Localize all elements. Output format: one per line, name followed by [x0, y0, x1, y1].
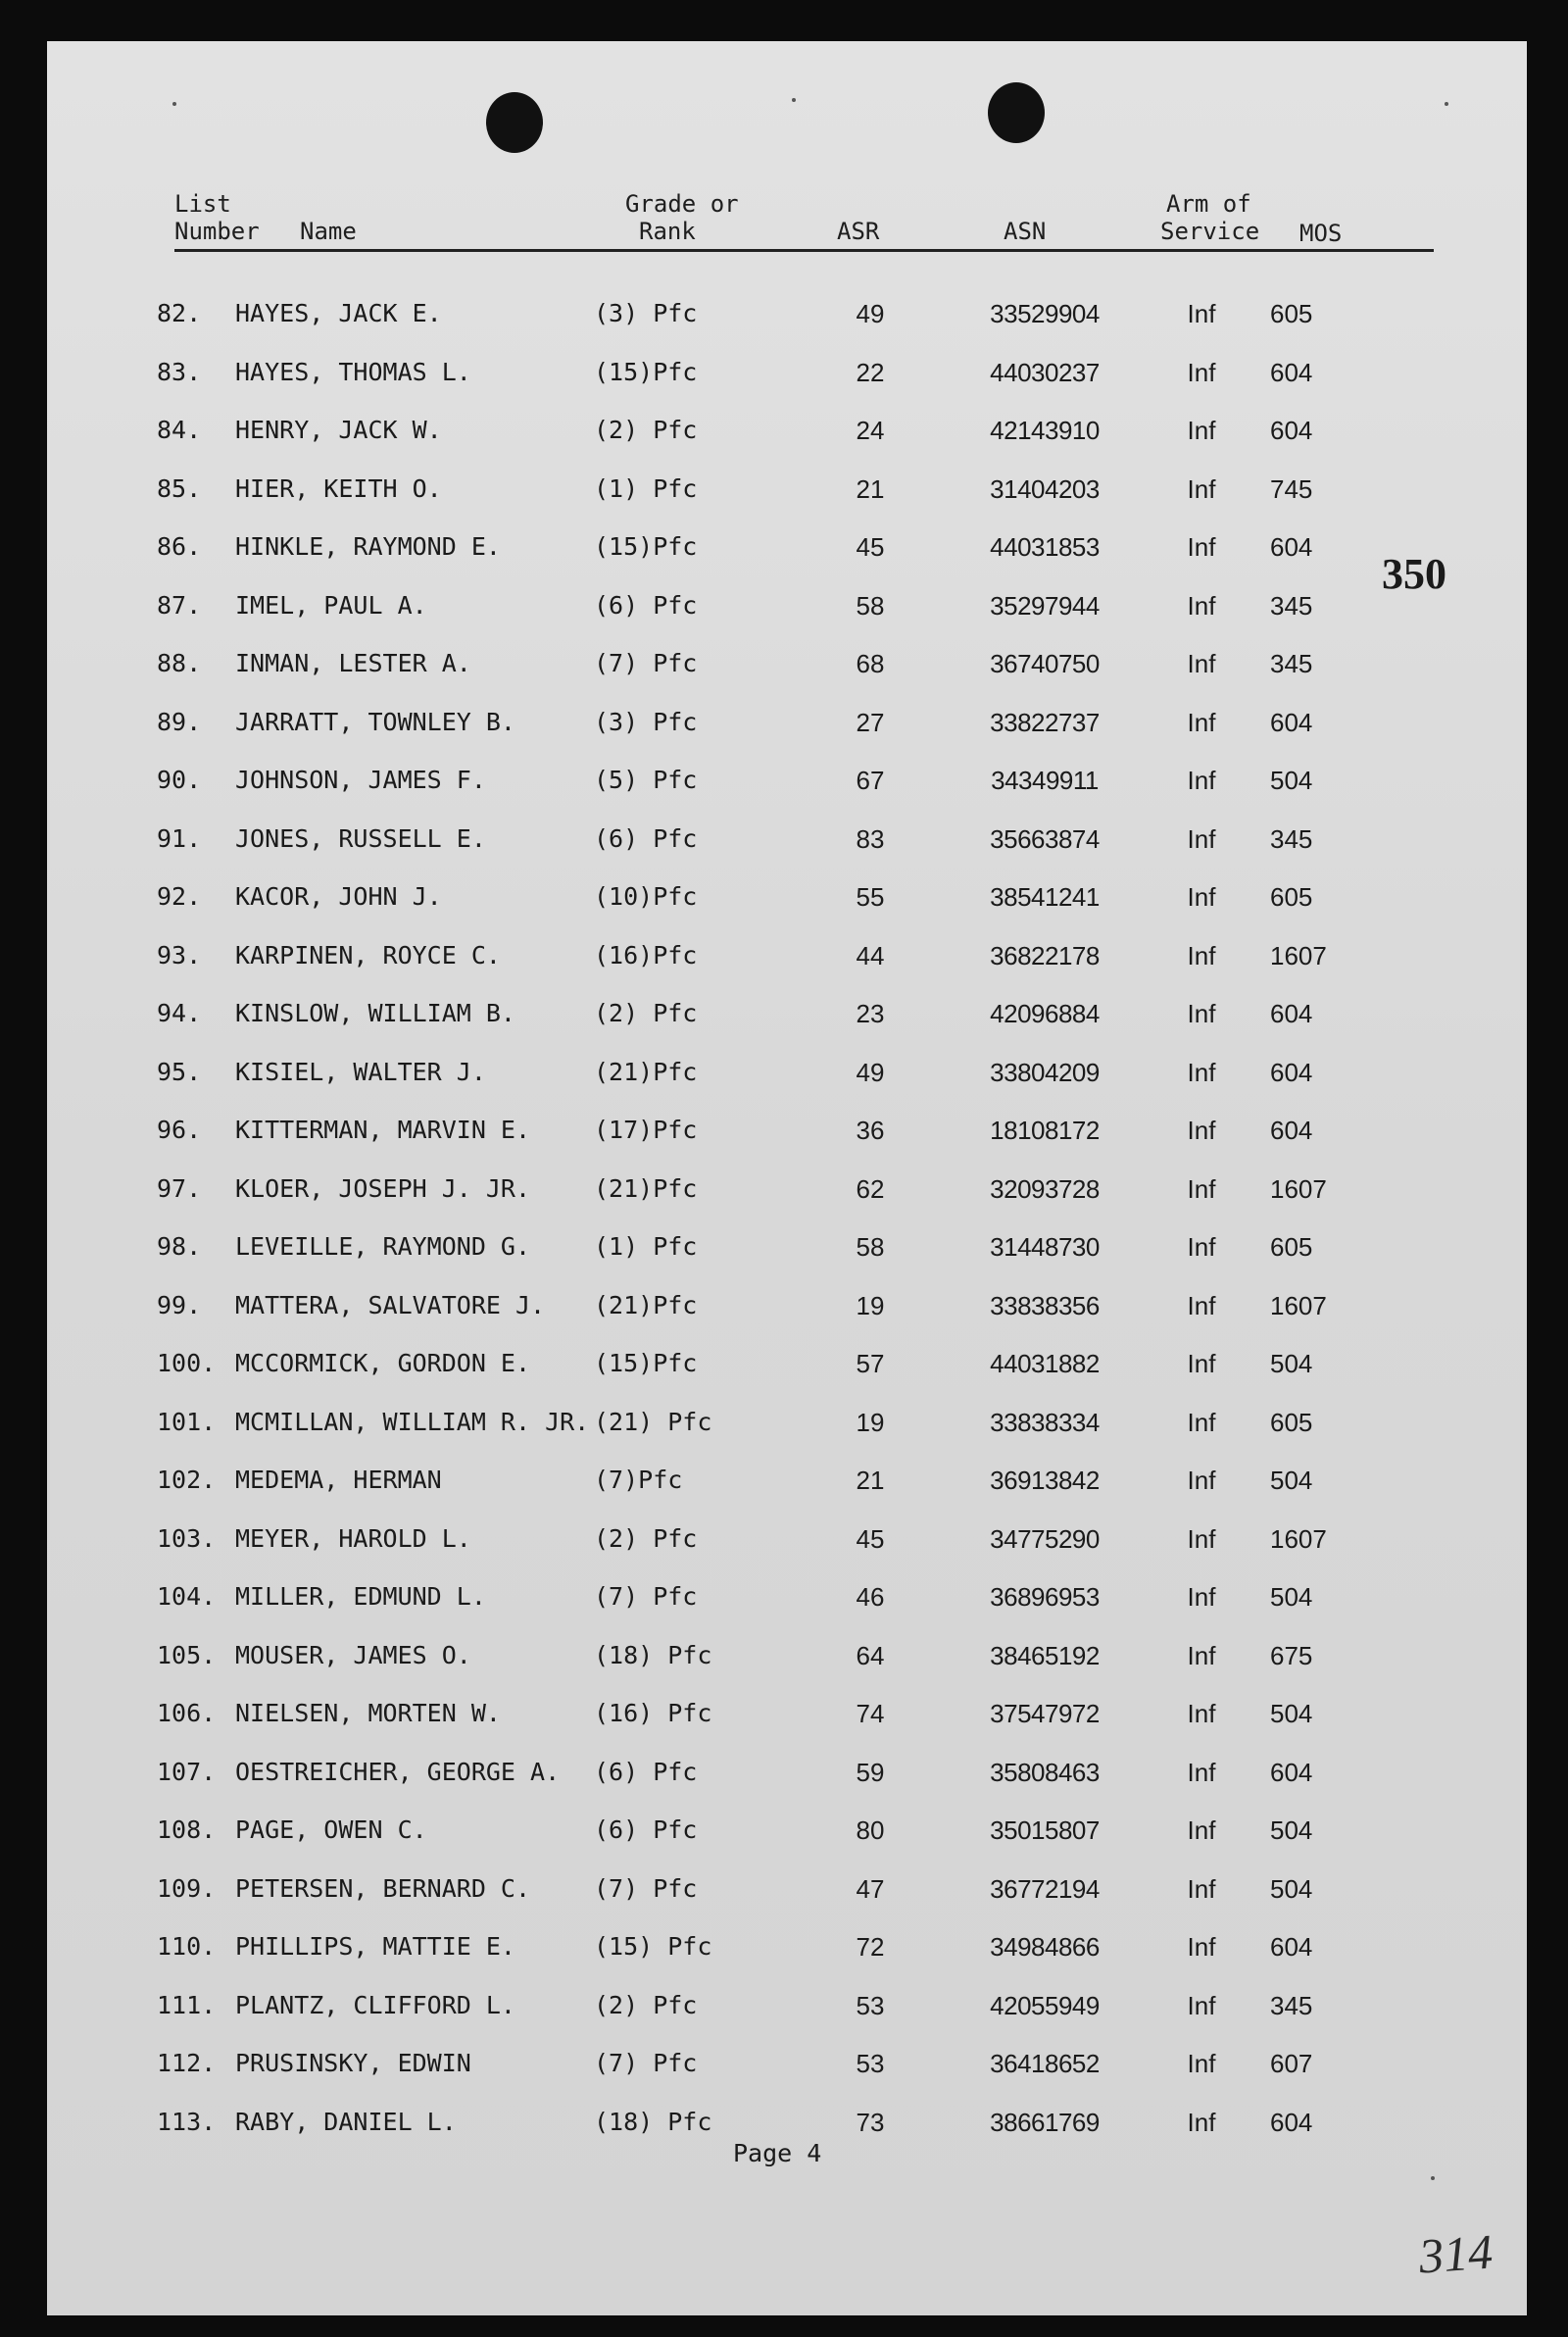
- cell-arm: Inf: [1187, 941, 1216, 970]
- table-row: [47, 353, 1527, 392]
- cell-asr: 74: [856, 1699, 885, 1728]
- cell-asr: 53: [856, 1991, 885, 2020]
- cell-asn: 33838334: [990, 1408, 1100, 1437]
- cell-asr: 80: [856, 1815, 885, 1845]
- table-row: [47, 1227, 1527, 1267]
- cell-asn: 42055949: [990, 1991, 1100, 2020]
- table-row: [47, 1403, 1527, 1442]
- cell-num: 96.: [157, 1116, 202, 1144]
- cell-mos: 604: [1270, 1116, 1313, 1145]
- cell-grade: (15)Pfc: [594, 1349, 698, 1377]
- table-row: [47, 1753, 1527, 1792]
- table-row: [47, 644, 1527, 683]
- cell-grade: (5) Pfc: [594, 766, 698, 794]
- cell-num: 85.: [157, 474, 202, 503]
- cell-asn: 36772194: [990, 1874, 1100, 1904]
- cell-name: MATTERA, SALVATORE J.: [235, 1291, 546, 1319]
- cell-mos: 605: [1270, 1408, 1313, 1437]
- cell-asr: 58: [856, 1232, 885, 1262]
- cell-arm: Inf: [1187, 2049, 1216, 2078]
- cell-num: 111.: [157, 1991, 217, 2019]
- cell-arm: Inf: [1187, 824, 1216, 854]
- cell-grade: (6) Pfc: [594, 1758, 698, 1786]
- cell-mos: 604: [1270, 1758, 1313, 1787]
- cell-name: JOHNSON, JAMES F.: [235, 766, 486, 794]
- cell-asn: 44031882: [990, 1349, 1100, 1378]
- cell-asr: 62: [856, 1174, 885, 1204]
- cell-mos: 604: [1270, 999, 1313, 1028]
- cell-name: OESTREICHER, GEORGE A.: [235, 1758, 561, 1786]
- punch-hole: [486, 92, 543, 153]
- table-row: [47, 761, 1527, 800]
- cell-name: HAYES, JACK E.: [235, 299, 442, 327]
- cell-name: JARRATT, TOWNLEY B.: [235, 708, 515, 736]
- side-stamp-number: 350: [1382, 550, 1446, 598]
- cell-arm: Inf: [1187, 999, 1216, 1028]
- cell-arm: Inf: [1187, 1291, 1216, 1320]
- header-arm-line2: Service: [1160, 218, 1260, 245]
- table-row: [47, 1927, 1527, 1966]
- table-row: [47, 1111, 1527, 1150]
- cell-num: 113.: [157, 2108, 217, 2136]
- cell-num: 101.: [157, 1408, 217, 1436]
- cell-arm: Inf: [1187, 1116, 1216, 1145]
- cell-mos: 504: [1270, 1874, 1313, 1904]
- cell-num: 98.: [157, 1232, 202, 1261]
- cell-asn: 38541241: [990, 882, 1100, 912]
- cell-mos: 504: [1270, 1349, 1313, 1378]
- cell-grade: (6) Pfc: [594, 824, 698, 853]
- cell-grade: (6) Pfc: [594, 1815, 698, 1844]
- cell-arm: Inf: [1187, 358, 1216, 387]
- cell-asn: 36740750: [990, 649, 1100, 678]
- cell-arm: Inf: [1187, 1815, 1216, 1845]
- cell-num: 83.: [157, 358, 202, 386]
- cell-grade: (15)Pfc: [594, 532, 698, 561]
- cell-mos: 345: [1270, 649, 1313, 678]
- cell-arm: Inf: [1187, 1582, 1216, 1612]
- cell-asn: 38661769: [990, 2108, 1100, 2137]
- cell-name: INMAN, LESTER A.: [235, 649, 471, 677]
- cell-num: 107.: [157, 1758, 217, 1786]
- cell-grade: (7) Pfc: [594, 649, 698, 677]
- table-row: [47, 411, 1527, 450]
- cell-asr: 47: [856, 1874, 885, 1904]
- cell-asr: 46: [856, 1582, 885, 1612]
- cell-name: HAYES, THOMAS L.: [235, 358, 471, 386]
- cell-asr: 22: [856, 358, 885, 387]
- cell-mos: 605: [1270, 1232, 1313, 1262]
- cell-name: PLANTZ, CLIFFORD L.: [235, 1991, 515, 2019]
- cell-asn: 42096884: [990, 999, 1100, 1028]
- cell-asr: 19: [856, 1291, 885, 1320]
- cell-arm: Inf: [1187, 474, 1216, 504]
- cell-grade: (6) Pfc: [594, 591, 698, 620]
- cell-arm: Inf: [1187, 416, 1216, 445]
- cell-grade: (7)Pfc: [594, 1466, 683, 1494]
- cell-asr: 21: [856, 1466, 885, 1495]
- cell-asn: 33822737: [990, 708, 1100, 737]
- page-footer: Page 4: [733, 2139, 822, 2167]
- cell-arm: Inf: [1187, 1758, 1216, 1787]
- cell-arm: Inf: [1187, 1991, 1216, 2020]
- cell-asr: 44: [856, 941, 885, 970]
- cell-name: MOUSER, JAMES O.: [235, 1641, 471, 1669]
- table-row: [47, 2044, 1527, 2083]
- cell-name: MEYER, HAROLD L.: [235, 1524, 471, 1553]
- cell-grade: (3) Pfc: [594, 708, 698, 736]
- document-page: [47, 41, 1527, 2315]
- cell-arm: Inf: [1187, 1874, 1216, 1904]
- cell-num: 105.: [157, 1641, 217, 1669]
- header-name: Name: [300, 218, 357, 245]
- table-row: [47, 936, 1527, 975]
- cell-grade: (2) Pfc: [594, 416, 698, 444]
- header-grade-line2: Rank: [639, 218, 696, 245]
- cell-name: KARPINEN, ROYCE C.: [235, 941, 501, 970]
- cell-num: 88.: [157, 649, 202, 677]
- cell-asn: 33838356: [990, 1291, 1100, 1320]
- cell-mos: 504: [1270, 1582, 1313, 1612]
- cell-mos: 504: [1270, 1466, 1313, 1495]
- cell-name: KACOR, JOHN J.: [235, 882, 442, 911]
- table-row: [47, 1986, 1527, 2025]
- cell-asr: 49: [856, 1058, 885, 1087]
- cell-name: HENRY, JACK W.: [235, 416, 442, 444]
- cell-asn: 38465192: [990, 1641, 1100, 1670]
- cell-arm: Inf: [1187, 1466, 1216, 1495]
- punch-hole: [988, 82, 1045, 143]
- table-row: [47, 1053, 1527, 1092]
- cell-name: PRUSINSKY, EDWIN: [235, 2049, 471, 2077]
- table-row: [47, 1519, 1527, 1559]
- cell-asn: 34349911: [991, 766, 1099, 795]
- cell-num: 92.: [157, 882, 202, 911]
- cell-asr: 73: [856, 2108, 885, 2137]
- cell-num: 106.: [157, 1699, 217, 1727]
- cell-num: 104.: [157, 1582, 217, 1611]
- table-row: [47, 1344, 1527, 1383]
- cell-num: 90.: [157, 766, 202, 794]
- cell-mos: 504: [1270, 766, 1313, 795]
- table-row: [47, 586, 1527, 625]
- cell-grade: (18) Pfc: [594, 1641, 712, 1669]
- table-row: [47, 877, 1527, 917]
- cell-grade: (21) Pfc: [594, 1408, 712, 1436]
- cell-name: HINKLE, RAYMOND E.: [235, 532, 501, 561]
- cell-arm: Inf: [1187, 766, 1216, 795]
- cell-arm: Inf: [1187, 1408, 1216, 1437]
- cell-arm: Inf: [1187, 1058, 1216, 1087]
- cell-mos: 345: [1270, 591, 1313, 621]
- speck: [1431, 2176, 1435, 2180]
- cell-asn: 31404203: [990, 474, 1100, 504]
- cell-mos: 745: [1270, 474, 1313, 504]
- table-row: [47, 703, 1527, 742]
- cell-asn: 34984866: [990, 1932, 1100, 1962]
- cell-name: PETERSEN, BERNARD C.: [235, 1874, 531, 1903]
- table-row: [47, 1577, 1527, 1616]
- cell-arm: Inf: [1187, 1932, 1216, 1962]
- cell-arm: Inf: [1187, 1349, 1216, 1378]
- cell-mos: 1607: [1270, 1291, 1327, 1320]
- cell-num: 89.: [157, 708, 202, 736]
- cell-num: 84.: [157, 416, 202, 444]
- header-asn: ASN: [1004, 218, 1047, 245]
- cell-mos: 605: [1270, 882, 1313, 912]
- header-grade-line1: Grade or: [625, 190, 739, 218]
- cell-mos: 345: [1270, 1991, 1313, 2020]
- cell-asn: 36822178: [990, 941, 1100, 970]
- cell-mos: 605: [1270, 299, 1313, 328]
- table-row: [47, 527, 1527, 567]
- cell-grade: (2) Pfc: [594, 999, 698, 1027]
- cell-name: NIELSEN, MORTEN W.: [235, 1699, 501, 1727]
- cell-mos: 504: [1270, 1815, 1313, 1845]
- cell-grade: (15)Pfc: [594, 358, 698, 386]
- cell-grade: (3) Pfc: [594, 299, 698, 327]
- cell-grade: (2) Pfc: [594, 1991, 698, 2019]
- cell-arm: Inf: [1187, 649, 1216, 678]
- cell-name: KLOER, JOSEPH J. JR.: [235, 1174, 531, 1203]
- table-row: [47, 1636, 1527, 1675]
- cell-num: 102.: [157, 1466, 217, 1494]
- cell-arm: Inf: [1187, 591, 1216, 621]
- header-list-number-line1: List: [174, 190, 231, 218]
- cell-asr: 68: [856, 649, 885, 678]
- cell-grade: (16)Pfc: [594, 941, 698, 970]
- table-row: [47, 1461, 1527, 1500]
- cell-grade: (21)Pfc: [594, 1058, 698, 1086]
- cell-asn: 44031853: [990, 532, 1100, 562]
- cell-asr: 21: [856, 474, 885, 504]
- cell-asr: 67: [856, 766, 885, 795]
- cell-arm: Inf: [1187, 882, 1216, 912]
- cell-num: 108.: [157, 1815, 217, 1844]
- cell-grade: (18) Pfc: [594, 2108, 712, 2136]
- cell-asn: 35663874: [990, 824, 1100, 854]
- cell-mos: 1607: [1270, 941, 1327, 970]
- cell-asr: 49: [856, 299, 885, 328]
- cell-num: 99.: [157, 1291, 202, 1319]
- cell-asn: 36418652: [990, 2049, 1100, 2078]
- cell-arm: Inf: [1187, 1174, 1216, 1204]
- cell-name: LEVEILLE, RAYMOND G.: [235, 1232, 531, 1261]
- cell-asn: 35297944: [990, 591, 1100, 621]
- cell-asr: 59: [856, 1758, 885, 1787]
- cell-asn: 34775290: [990, 1524, 1100, 1554]
- cell-grade: (1) Pfc: [594, 474, 698, 503]
- table-row: [47, 2103, 1527, 2142]
- cell-grade: (17)Pfc: [594, 1116, 698, 1144]
- cell-grade: (7) Pfc: [594, 1874, 698, 1903]
- cell-grade: (1) Pfc: [594, 1232, 698, 1261]
- cell-name: PHILLIPS, MATTIE E.: [235, 1932, 515, 1961]
- cell-arm: Inf: [1187, 532, 1216, 562]
- cell-asn: 36896953: [990, 1582, 1100, 1612]
- cell-name: HIER, KEITH O.: [235, 474, 442, 503]
- cell-asr: 64: [856, 1641, 885, 1670]
- cell-num: 82.: [157, 299, 202, 327]
- cell-asn: 18108172: [990, 1116, 1100, 1145]
- cell-mos: 675: [1270, 1641, 1313, 1670]
- cell-grade: (7) Pfc: [594, 2049, 698, 2077]
- cell-mos: 504: [1270, 1699, 1313, 1728]
- cell-mos: 604: [1270, 532, 1313, 562]
- cell-asn: 33804209: [990, 1058, 1100, 1087]
- cell-num: 91.: [157, 824, 202, 853]
- cell-grade: (16) Pfc: [594, 1699, 712, 1727]
- cell-asr: 19: [856, 1408, 885, 1437]
- cell-asr: 83: [856, 824, 885, 854]
- cell-asn: 33529904: [990, 299, 1100, 328]
- cell-mos: 1607: [1270, 1524, 1327, 1554]
- cell-arm: Inf: [1187, 299, 1216, 328]
- header-arm-line1: Arm of: [1166, 190, 1251, 218]
- cell-num: 100.: [157, 1349, 217, 1377]
- cell-asr: 58: [856, 591, 885, 621]
- table-row: [47, 1694, 1527, 1733]
- cell-asr: 24: [856, 416, 885, 445]
- cell-asr: 36: [856, 1116, 885, 1145]
- table-row: [47, 1869, 1527, 1909]
- cell-num: 86.: [157, 532, 202, 561]
- table-row: [47, 1169, 1527, 1209]
- cell-name: MEDEMA, HERMAN: [235, 1466, 442, 1494]
- cell-asn: 36913842: [990, 1466, 1100, 1495]
- cell-num: 95.: [157, 1058, 202, 1086]
- cell-mos: 604: [1270, 358, 1313, 387]
- cell-name: IMEL, PAUL A.: [235, 591, 427, 620]
- cell-asr: 57: [856, 1349, 885, 1378]
- cell-name: PAGE, OWEN C.: [235, 1815, 427, 1844]
- cell-name: MILLER, EDMUND L.: [235, 1582, 486, 1611]
- cell-arm: Inf: [1187, 1232, 1216, 1262]
- table-row: [47, 1286, 1527, 1325]
- cell-name: JONES, RUSSELL E.: [235, 824, 486, 853]
- cell-name: MCMILLAN, WILLIAM R. JR.: [235, 1408, 590, 1436]
- cell-mos: 345: [1270, 824, 1313, 854]
- cell-num: 110.: [157, 1932, 217, 1961]
- header-mos: MOS: [1299, 220, 1343, 247]
- cell-name: KISIEL, WALTER J.: [235, 1058, 486, 1086]
- cell-grade: (21)Pfc: [594, 1291, 698, 1319]
- cell-grade: (15) Pfc: [594, 1932, 712, 1961]
- table-row: [47, 470, 1527, 509]
- cell-name: MCCORMICK, GORDON E.: [235, 1349, 531, 1377]
- cell-num: 103.: [157, 1524, 217, 1553]
- header-asr: ASR: [837, 218, 880, 245]
- cell-num: 87.: [157, 591, 202, 620]
- cell-num: 93.: [157, 941, 202, 970]
- cell-asn: 37547972: [990, 1699, 1100, 1728]
- cell-asr: 53: [856, 2049, 885, 2078]
- cell-asn: 44030237: [990, 358, 1100, 387]
- cell-asr: 27: [856, 708, 885, 737]
- cell-grade: (2) Pfc: [594, 1524, 698, 1553]
- cell-asn: 42143910: [990, 416, 1100, 445]
- table-row: [47, 294, 1527, 333]
- cell-num: 97.: [157, 1174, 202, 1203]
- cell-mos: 604: [1270, 708, 1313, 737]
- cell-arm: Inf: [1187, 708, 1216, 737]
- cell-arm: Inf: [1187, 2108, 1216, 2137]
- cell-mos: 604: [1270, 1058, 1313, 1087]
- cell-grade: (7) Pfc: [594, 1582, 698, 1611]
- table-row: [47, 1811, 1527, 1850]
- cell-asr: 23: [856, 999, 885, 1028]
- cell-name: KINSLOW, WILLIAM B.: [235, 999, 515, 1027]
- cell-mos: 604: [1270, 2108, 1313, 2137]
- handwritten-number: 314: [1417, 2223, 1494, 2284]
- cell-arm: Inf: [1187, 1699, 1216, 1728]
- cell-num: 109.: [157, 1874, 217, 1903]
- cell-asr: 72: [856, 1932, 885, 1962]
- cell-asn: 35015807: [990, 1815, 1100, 1845]
- cell-mos: 607: [1270, 2049, 1313, 2078]
- cell-asn: 31448730: [990, 1232, 1100, 1262]
- cell-num: 94.: [157, 999, 202, 1027]
- cell-num: 112.: [157, 2049, 217, 2077]
- cell-asr: 55: [856, 882, 885, 912]
- cell-asn: 32093728: [990, 1174, 1100, 1204]
- table-row: [47, 820, 1527, 859]
- cell-grade: (21)Pfc: [594, 1174, 698, 1203]
- cell-arm: Inf: [1187, 1524, 1216, 1554]
- cell-arm: Inf: [1187, 1641, 1216, 1670]
- cell-mos: 1607: [1270, 1174, 1327, 1204]
- speck: [792, 98, 796, 102]
- cell-name: KITTERMAN, MARVIN E.: [235, 1116, 531, 1144]
- header-underline: [174, 249, 1434, 252]
- cell-asn: 35808463: [990, 1758, 1100, 1787]
- speck: [172, 102, 176, 106]
- cell-mos: 604: [1270, 416, 1313, 445]
- cell-asr: 45: [856, 1524, 885, 1554]
- speck: [1445, 102, 1448, 106]
- cell-grade: (10)Pfc: [594, 882, 698, 911]
- cell-mos: 604: [1270, 1932, 1313, 1962]
- header-list-number-line2: Number: [174, 218, 260, 245]
- table-row: [47, 994, 1527, 1033]
- cell-name: RABY, DANIEL L.: [235, 2108, 457, 2136]
- cell-asr: 45: [856, 532, 885, 562]
